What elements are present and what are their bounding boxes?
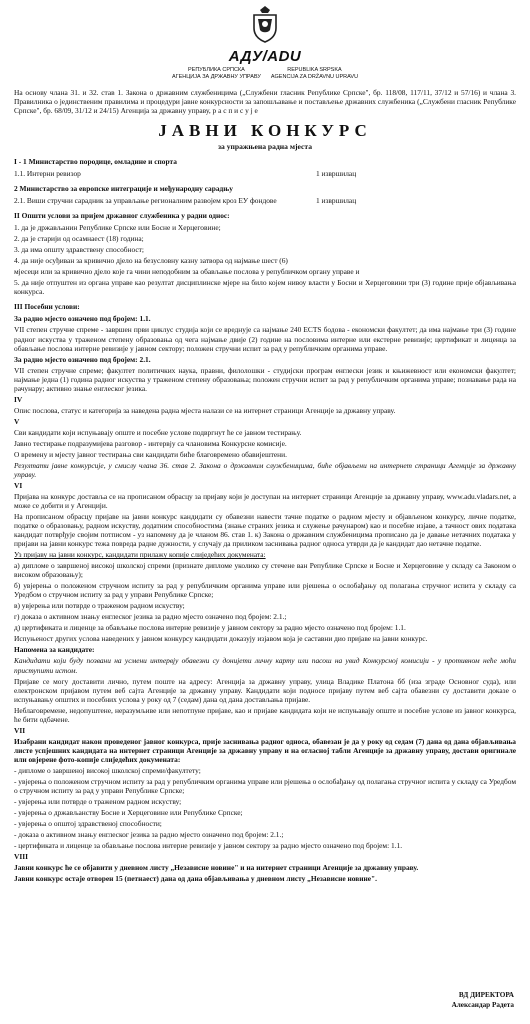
special-condition-text: VII степен стручне спреме; факултет политичких наука, правни, филолошки - студијски програм енглески језик и књижевност или економски факултет; најмање једна (1) година радног искуства у траженом степену образовања; положен стручни испит за рад у републичким органима управе; познавање рада на рачунару; активно знање енглеског језика. (14, 365, 516, 393)
document-item: б) увјерења о положеном стручном испиту за рад у републичким органима управе или рјешења о ослобађању од полагања стручног испита у складу са Уредбом о стручном испиту за рад у управи Републике Српске; (14, 581, 516, 600)
position-row (14, 196, 516, 205)
position-count: 1 извршилац (316, 169, 357, 179)
note-heading: Напомена за кандидате: (14, 645, 95, 655)
section-text: Испуњеност других услова наведених у јавном конкурсу кандидати доказују изјавом која је саставни дио пријаве на јавни конкурс. (14, 634, 428, 644)
section-text: Пријаве се могу доставити лично, путем поште на адресу: Агенција за државну управу, улица Владике Платона бб (иза зграде Основног суда), или електронском пријавом путем веб сајта Агенције за државну управу. Кандидати који подносе пријаву путем веб сајта обавезни су доставити доказе о испуњавању општих и посебних услова у року од 7 (седам) дана од дана достављања пријаве. (14, 676, 516, 704)
intro-paragraph: На основу члана 31. и 32. став 1. Закона о државним службеницима („Службени гласник Републике Српске", бр. 118/08, 117/11, 37/12 и 57/16) и члана 3. Правилника о јединственим правилима и процедури јавне конкурсности за запошљавање и постављење државних службеника („Службени гласник Републике Српске", бр. 68/09, 31/12 и 24/15) Агенција за државну управу, р а с п и с у ј е (14, 87, 516, 116)
section-text: Изабрани кандидат након проведеног јавног конкурса, прије заснивања радног односа, обавезан је да у року од седам (7) дана од дана објављивања листе успјешних кандидата на интернет страници Агенције за државну управу и на огласној табли Агенције за државну управу, достави оригинале или овјерене фото-копије слиједећих докумената: (14, 736, 516, 764)
position-row (14, 169, 516, 178)
general-condition: 3. да има општу здравствену способност; (14, 245, 144, 255)
general-condition: 1. да је држављанин Републике Српске или Босне и Херцеговине; (14, 223, 221, 233)
agency-lat-line-1: REPUBLIKA SRPSKA (287, 67, 342, 74)
section-text: Јавни конкурс остаје отворен 15 (петнаест) дана од дана објављивања у дневном листу „Независне новине". (14, 874, 377, 884)
section-number: VII (14, 725, 26, 735)
final-document-item: - дипломе о завршеној високој школској спреми/факултету; (14, 765, 201, 775)
page-subtitle: за упражњена радна мјеста (217, 141, 313, 151)
section-heading-general-conditions: II Општи услови за пријем државног службеника у радни однос: (14, 211, 230, 221)
page-title: ЈАВНИ КОНКУРС (158, 121, 372, 141)
final-document-item: - доказа о активном знању енглеског језика за радно мјесто означено под бројем: 2.1.; (14, 830, 284, 839)
section-text: О времену и мјесту јавног тестирања сви кандидати биће благовремено обавијештени. (14, 449, 287, 459)
signature-title: ВД ДИРЕКТОРА (458, 991, 514, 1000)
position-label: 1.1. Интерни ревизор (14, 169, 81, 179)
general-condition: мјесеци или за кривично дјело које га чини неподобним за обављање послова у републичком органу управе и (14, 267, 360, 277)
special-condition-heading: За радно мјесто означено под бројем: 2.1. (14, 354, 151, 364)
section-text: Јавни конкурс ће се објавити у дневном листу „Независне новине" и на интернет страници Агенције за државну управу. (14, 863, 419, 873)
position-count: 1 извршилац (316, 196, 357, 206)
coat-of-arms-icon (248, 4, 282, 44)
section-heading-ministry-2: 2 Министарство за европске интеграције и међународну сарадњу (14, 184, 233, 194)
signature-block (452, 991, 514, 1010)
final-document-item: - увјерења о положеном стручном испиту за рад у републичким органима управе или рјешења о ослобађању од полагања стручног испита у складу са Уредбом о стручном испиту за рад у управи Републике Српске; (14, 776, 516, 795)
section-text: На прописаном обрасцу пријаве на јавни конкурс кандидати су обавезни навести тачне податке о радном мјесту и објављеном конкурсу, личне податке, податке о образовању, радном искуству, додатним способностима (знање страних језика и служење рачунаром) као и посебне изјаве, а тачност ових података кандидат потврђује својим потписом - уз напомену да је чланом 86. став 1. к) Закона о државним службеницима прописано да је давање нетачних података у пријави на јавни конкурс тежа повреда радне дужности, у случају да приликом заснивања радног односа утврди да је кандидат дао нетачне податке. (14, 512, 516, 549)
special-condition-heading: За радно мјесто означено под бројем: 1.1. (14, 314, 151, 324)
document-item: г) доказа о активном знању енглеског језика за радно мјесто означено под бројем: 2.1.; (14, 612, 287, 622)
section-text: Опис послова, статус и категорија за наведена радна мјеста налази се на интернет страници Агенције за државну управу. (14, 405, 396, 415)
final-document-item: - увјерења о општој здравственој способности; (14, 818, 162, 828)
section-text: Неблаговремене, недопуштене, неразумљиве или непотпуне пријаве, као и пријаве кандидата који не испуњавају опште и посебне услове из јавног конкурса, ће бити одбачене. (14, 705, 516, 724)
agency-logo: АДУ/ADU (228, 48, 302, 66)
position-label: 2.1. Виши стручни сарадник за управљање регионалним развојем кроз ЕУ фондове (14, 196, 277, 206)
agency-names (14, 67, 516, 80)
document-item: в) увјерења или потврде о траженом радном искуству; (14, 601, 185, 611)
general-condition: 4. да није осуђиван за кривично дјело на безусловну казну затвора од најмање шест (6) (14, 256, 288, 266)
section-text: Резултати јавне конкурсије, у смислу члана 36. став 2. Закона о државним службеницима, биће објављени на интернет страници Агенције за државну управу. (14, 460, 516, 479)
note-text: Кандидати који буду позвани на усмени интервју обавезни су донијети личну карту или пасош на увид Конкурсној комисији - у противном неће моћи приступити истом. (14, 656, 516, 675)
general-condition: 2. да је старији од осамнаест (18) година; (14, 234, 144, 244)
section-number: VIII (14, 852, 28, 862)
section-number: IV (14, 394, 23, 404)
final-document-item: - увјерења о држављанству Босне и Херцеговине или Републике Српске; (14, 807, 243, 817)
section-heading-special-conditions: III Посебни услови: (14, 302, 80, 312)
special-condition-text: VII степен стручне спреме - завршен први циклус студија који се вреднује са најмање 240 ECTS бодова - економски факултет; да има најмање три (3) године радног искуства у траженом степену образовања од чега најмање двије (2) године на пословима интерне или екстерне ревизије; цертификат и лиценца за обављање послова интерне ревизије у јавном сектору; положен стручни испит за рад у републичким органима управе. (14, 325, 516, 353)
agency-cyr-line-2: АГЕНЦИЈА ЗА ДРЖАВНУ УПРАВУ (171, 73, 261, 80)
agency-cyr-line-1: РЕПУБЛИКА СРПСКА (188, 67, 245, 74)
section-text: Сви кандидати који испуњавају опште и посебне услове подвргнут ће се јавном тестирању. (14, 427, 302, 437)
signature-name: Александар Радета (451, 1000, 514, 1009)
section-number: V (14, 416, 20, 426)
section-text: Пријава на конкурс доставља се на прописаном обрасцу за пријаву који је доступан на интернет страници Агенције за државну управу, www.adu.vladars.net, а може се добити и у Агенцији. (14, 491, 516, 510)
header (14, 4, 516, 80)
section-number: VI (14, 480, 23, 490)
section-text: Јавно тестирање подразумијева разговор - интервју са члановима Конкурсне комисије. (14, 438, 287, 448)
document-item: д) цертификата и лиценце за обављање послова интерне ревизије у јавном сектору за радно мјесто означено под бројем: 1.1. (14, 623, 406, 633)
document-item: а) дипломе о завршеној високој школској спреми (признате дипломе уколико су стечене ван Републике Српске и Босне и Херцеговине у складу са Законом о високом образовању); (14, 561, 516, 580)
final-document-item: - цертификата и лиценце за обављање послова интерне ревизије у јавном сектору за радно мјесто означено под бројем: 1.1. (14, 841, 403, 851)
section-heading-ministry-1: I - 1 Министарство породице, омладине и спорта (14, 157, 177, 167)
general-condition: 5. да није отпуштен из органа управе као резултат дисциплинске мјере на било којем нивоу власти у Босни и Херцеговини три (3) године прије објављивања конкурса. (14, 278, 516, 297)
final-document-item: - увјерења или потврде о траженом радном искуству; (14, 796, 182, 806)
agency-lat-line-2: AGENCIJA ZA DRŽAVNU UPRAVU (270, 73, 359, 80)
section-text: Уз пријаву на јавни конкурс, кандидати прилажу копије слиједећих докумената: (14, 550, 266, 560)
